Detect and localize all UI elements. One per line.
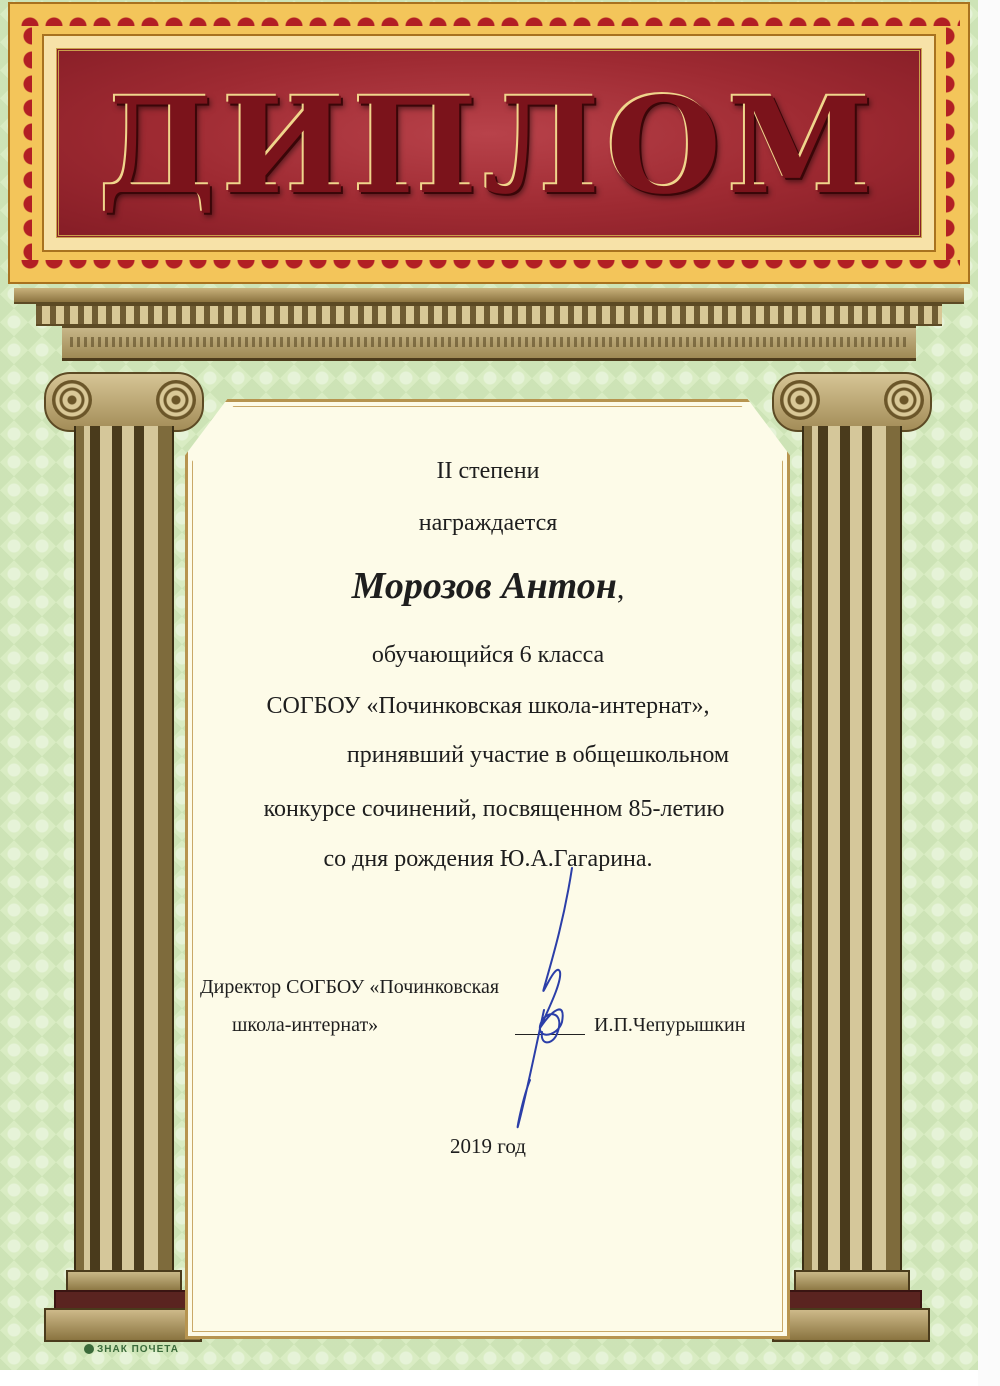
left-column-plinth [54,1290,194,1310]
date-text: 2019 год [450,1134,526,1158]
anniversary-text: со дня рождения Ю.А.Гагарина. [323,846,653,872]
contest-text: конкурсе сочинений, посвященном 85-летию [263,796,725,822]
recipient-name: Морозов Антон [351,565,617,607]
right-column-base [794,1270,910,1292]
handwritten-signature [500,860,590,1160]
left-column-base [66,1270,182,1292]
right-column-capital [772,372,932,432]
dentil-molding [36,304,942,326]
right-column-pedestal [772,1308,930,1342]
left-column-pedestal [44,1308,202,1342]
recipient-comma: , [616,572,625,605]
banner-border [42,34,936,252]
right-column-plinth [782,1290,922,1310]
signatory-name: И.П.Чепурышкин [594,1014,746,1036]
school-text: СОГБОУ «Починковская школа-интернат», [266,693,710,719]
publisher-logo-icon [84,1344,94,1354]
participation-text: принявший участие в общешкольном [346,742,730,768]
left-column-capital [44,372,204,432]
frieze [62,326,916,361]
banner-red-field [56,48,922,238]
recipient-line [190,564,786,608]
degree-text: II степени [436,458,540,484]
left-column-shaft [74,426,174,1272]
publisher-logo [84,1344,179,1355]
signatory-position-line1: Директор СОГБОУ «Починковская [200,976,500,998]
banner-ornament-top [18,6,960,26]
title-banner [8,2,970,284]
document-title: ДИПЛОМ [98,69,880,224]
right-column-shaft [802,426,902,1272]
cornice [14,288,964,304]
publisher-logo-text: ЗНАК ПОЧЕТА [97,1344,179,1355]
signatory-position-line2: школа-интернат» [232,1014,379,1036]
grade-text: обучающийся 6 класса [371,642,605,668]
banner-ornament-bottom [18,260,960,280]
awarded-text: награждается [418,510,558,536]
paper-margin [978,0,1000,1386]
banner-ornament-right [946,24,966,262]
banner-ornament-left [12,24,32,262]
